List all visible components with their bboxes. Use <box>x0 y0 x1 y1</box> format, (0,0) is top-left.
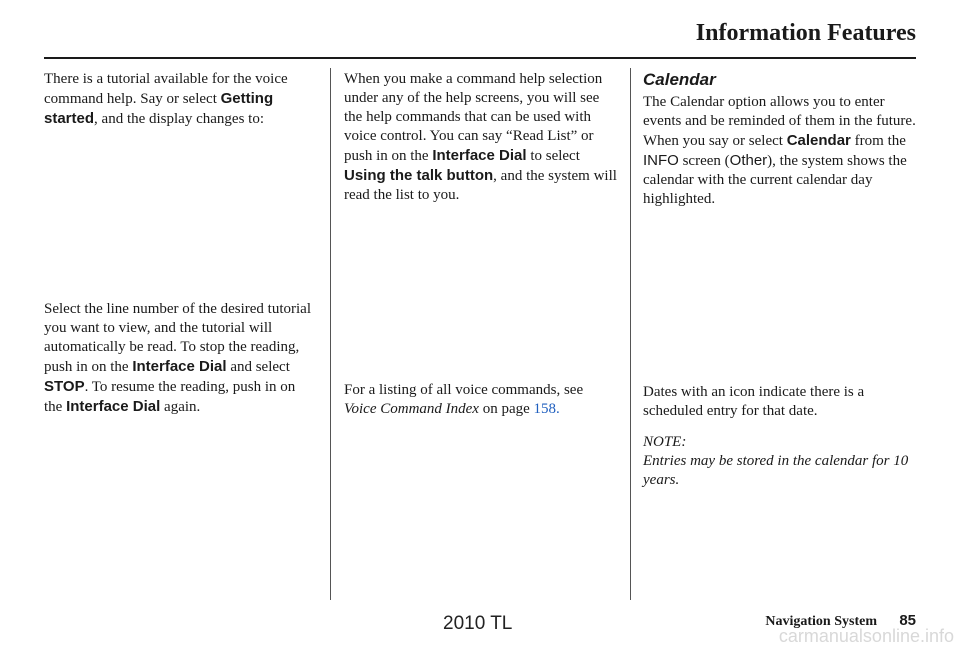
paragraph <box>344 381 619 419</box>
body-text: , and the system will read the list to you. <box>344 168 617 203</box>
body-text: on page <box>478 401 534 417</box>
body-text: For a listing of all voice commands, see <box>344 382 584 398</box>
ui-term: Interface Dial <box>432 147 527 164</box>
column-divider <box>330 68 331 600</box>
body-text: ), the system shows the calendar with the current calendar day highlighted. <box>643 153 907 207</box>
ui-term: Interface Dial <box>66 398 161 415</box>
ui-term: INFO <box>643 152 679 169</box>
body-text: again. <box>160 399 201 415</box>
body-text: , and the display changes to: <box>94 111 264 127</box>
body-text: screen ( <box>678 153 730 169</box>
paragraph <box>44 70 314 129</box>
body-text: Select the line number of the desired tutorial you want to view, and the tutorial will automatically be read. To stop the reading, push in on the <box>44 301 311 375</box>
section-heading: Calendar <box>643 70 716 89</box>
footer-section-label: Navigation System <box>765 614 877 629</box>
column-3 <box>643 70 918 490</box>
body-text: The Calendar option allows you to enter events and be reminded of them in the future. When you say or select <box>643 94 916 149</box>
body-text: and select <box>226 359 290 375</box>
column-divider <box>630 68 631 600</box>
model-watermark: 2010 TL <box>443 613 513 634</box>
page-number: 85 <box>899 612 916 629</box>
page-link[interactable]: 158. <box>533 401 560 417</box>
ui-term: Interface Dial <box>132 358 227 375</box>
body-text: There is a tutorial available for the voice command help. Say or select <box>44 71 288 107</box>
ui-term: STOP <box>44 378 85 395</box>
ui-term: Using the talk button <box>344 167 494 184</box>
ui-term: Calendar <box>786 132 851 149</box>
site-watermark: carmanualsonline.info <box>778 626 954 646</box>
note-text: Entries may be stored in the calendar for 10 years. <box>643 453 909 488</box>
paragraph <box>643 93 918 209</box>
paragraph <box>44 300 314 417</box>
note-label: NOTE: <box>643 434 687 450</box>
page-title: Information Features <box>695 20 916 46</box>
paragraph <box>344 70 619 205</box>
body-text: When you make a command help selection under any of the help screens, you will see the help commands that can be used with voice control. You can say “Read List” or push in on the <box>344 71 603 164</box>
header-rule <box>44 57 916 59</box>
body-text: to select <box>526 148 580 164</box>
reference-title: Voice Command Index <box>344 401 479 417</box>
ui-term: Getting started <box>44 90 274 127</box>
ui-term: Other <box>729 152 768 169</box>
column-1 <box>44 70 314 417</box>
column-2 <box>344 70 619 419</box>
body-text: from the <box>850 133 906 149</box>
paragraph: Dates with an icon indicate there is a scheduled entry for that date. <box>643 384 865 419</box>
body-text: . To resume the reading, push in on the <box>44 379 296 415</box>
